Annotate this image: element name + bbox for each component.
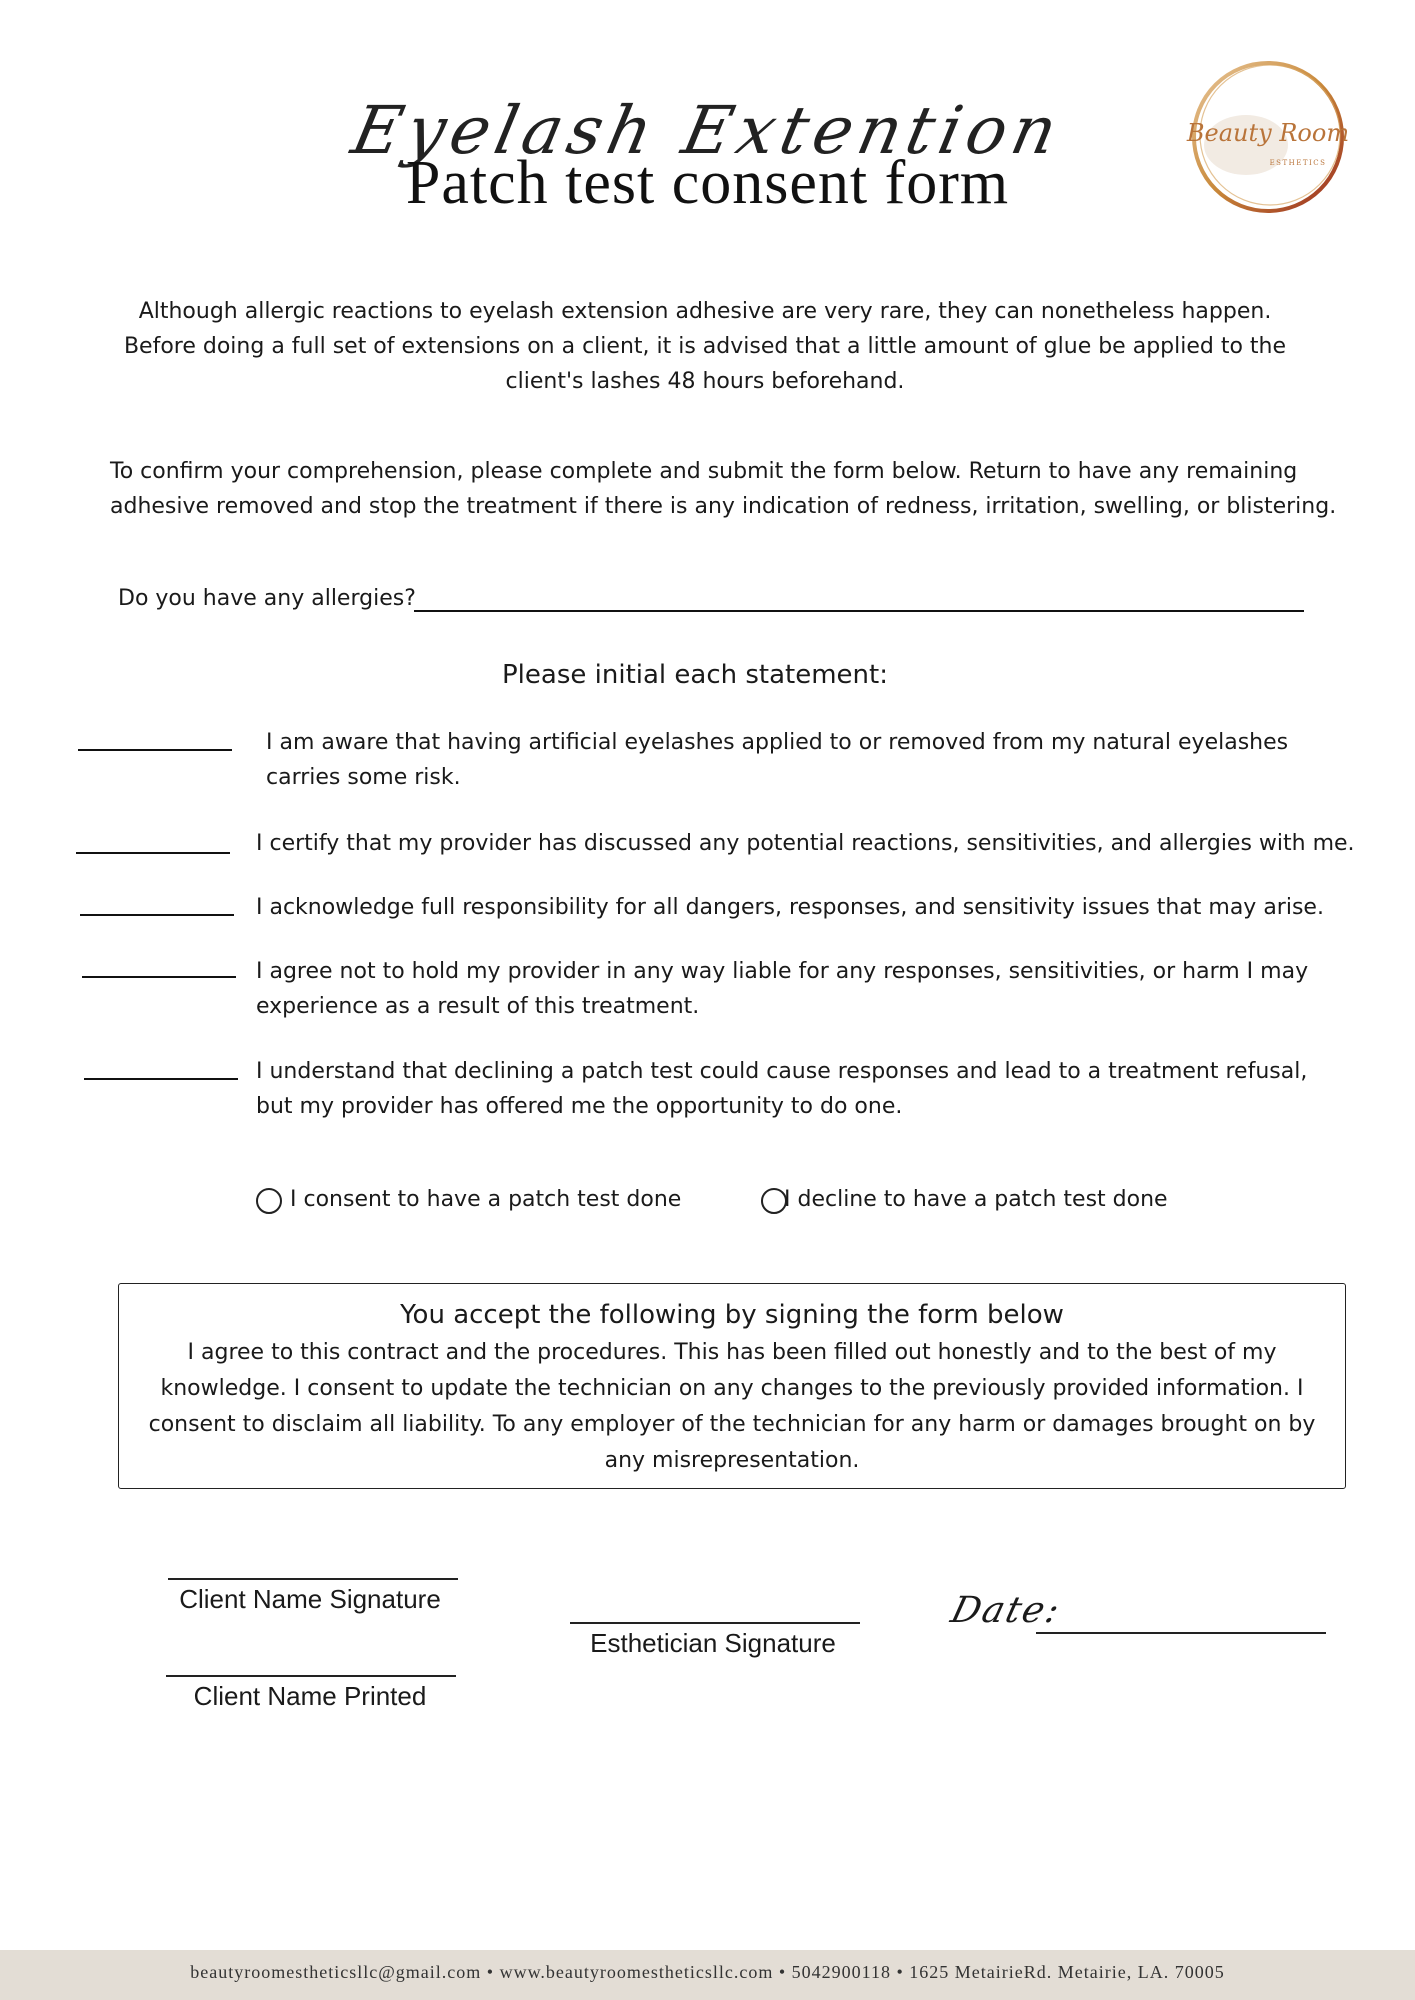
client-signature-label: Client Name Signature (179, 1584, 441, 1614)
decline-label: I decline to have a patch test done (784, 1187, 1168, 1212)
logo-text: Beauty Room (1186, 119, 1350, 147)
intro-paragraph-2: To confirm your comprehension, please complete and submit the form below. Return to have any remaining adhesive removed and stop the treatment if there is any indication of redness, irritation, swelling, or blistering. (110, 459, 1337, 519)
agreement-title: You accept the following by signing the form below (400, 1300, 1064, 1330)
client-printed-field[interactable] (166, 1675, 456, 1677)
date-label: Date: (946, 1590, 1066, 1631)
client-signature-field[interactable] (168, 1578, 458, 1580)
agreement-body: I agree to this contract and the procedures. This has been filled out honestly and to the best of my knowledge. I consent to update the technician on any changes to the previously provided information. I consent to disclaim all liability. To any employer of the technician for any harm or damages brought on by any misrepresentation. (148, 1340, 1316, 1473)
statement-1: I am aware that having artificial eyelashes applied to or removed from my natural eyelashes carries some risk. (266, 730, 1289, 790)
page-title: Patch test consent form (405, 149, 1010, 217)
statement-3: I acknowledge full responsibility for all dangers, responses, and sensitivity issues that may arise. (256, 895, 1324, 920)
date-field[interactable] (1036, 1632, 1326, 1634)
logo-ring-icon (1186, 55, 1350, 219)
consent-label: I consent to have a patch test done (290, 1187, 682, 1212)
client-printed-label: Client Name Printed (193, 1681, 427, 1711)
statement-5: I understand that declining a patch test could cause responses and lead to a treatment refusal, but my provider has offered me the opportunity to do one. (256, 1059, 1308, 1119)
statement-4: I agree not to hold my provider in any way liable for any responses, sensitivities, or harm I may experience as a result of this treatment. (256, 959, 1309, 1019)
initial-field-5[interactable] (84, 1078, 238, 1080)
statement-2: I certify that my provider has discussed any potential reactions, sensitivities, and allergies with me. (256, 831, 1355, 856)
beauty-room-logo (1186, 55, 1350, 219)
initial-field-1[interactable] (78, 749, 232, 751)
allergy-question: Do you have any allergies? (118, 586, 416, 611)
initial-field-3[interactable] (80, 914, 234, 916)
esthetician-signature-field[interactable] (570, 1622, 860, 1624)
initial-field-2[interactable] (76, 852, 230, 854)
initial-field-4[interactable] (82, 976, 236, 978)
allergy-answer-field[interactable] (414, 610, 1304, 612)
script-title: Eyelash Extention (345, 92, 1070, 169)
esthetician-signature-label: Esthetician Signature (590, 1628, 836, 1658)
agreement-box (118, 1283, 1346, 1489)
intro-paragraph-1: Although allergic reactions to eyelash extension adhesive are very rare, they can nonetheless happen. Before doing a full set of extensions on a client, it is advised that a little amount of glue be applied to the client's lashes 48 hours beforehand. (123, 299, 1287, 394)
logo-subtext: ESTHETICS (1269, 159, 1327, 167)
initials-heading: Please initial each statement: (502, 660, 888, 690)
footer-contact: beautyroomestheticsllc@gmail.com • www.beautyroomestheticsllc.com • 5042900118 • 1625 MetairieRd. Metairie, LA. 70005 (190, 1962, 1225, 1982)
consent-radio[interactable] (256, 1188, 282, 1214)
